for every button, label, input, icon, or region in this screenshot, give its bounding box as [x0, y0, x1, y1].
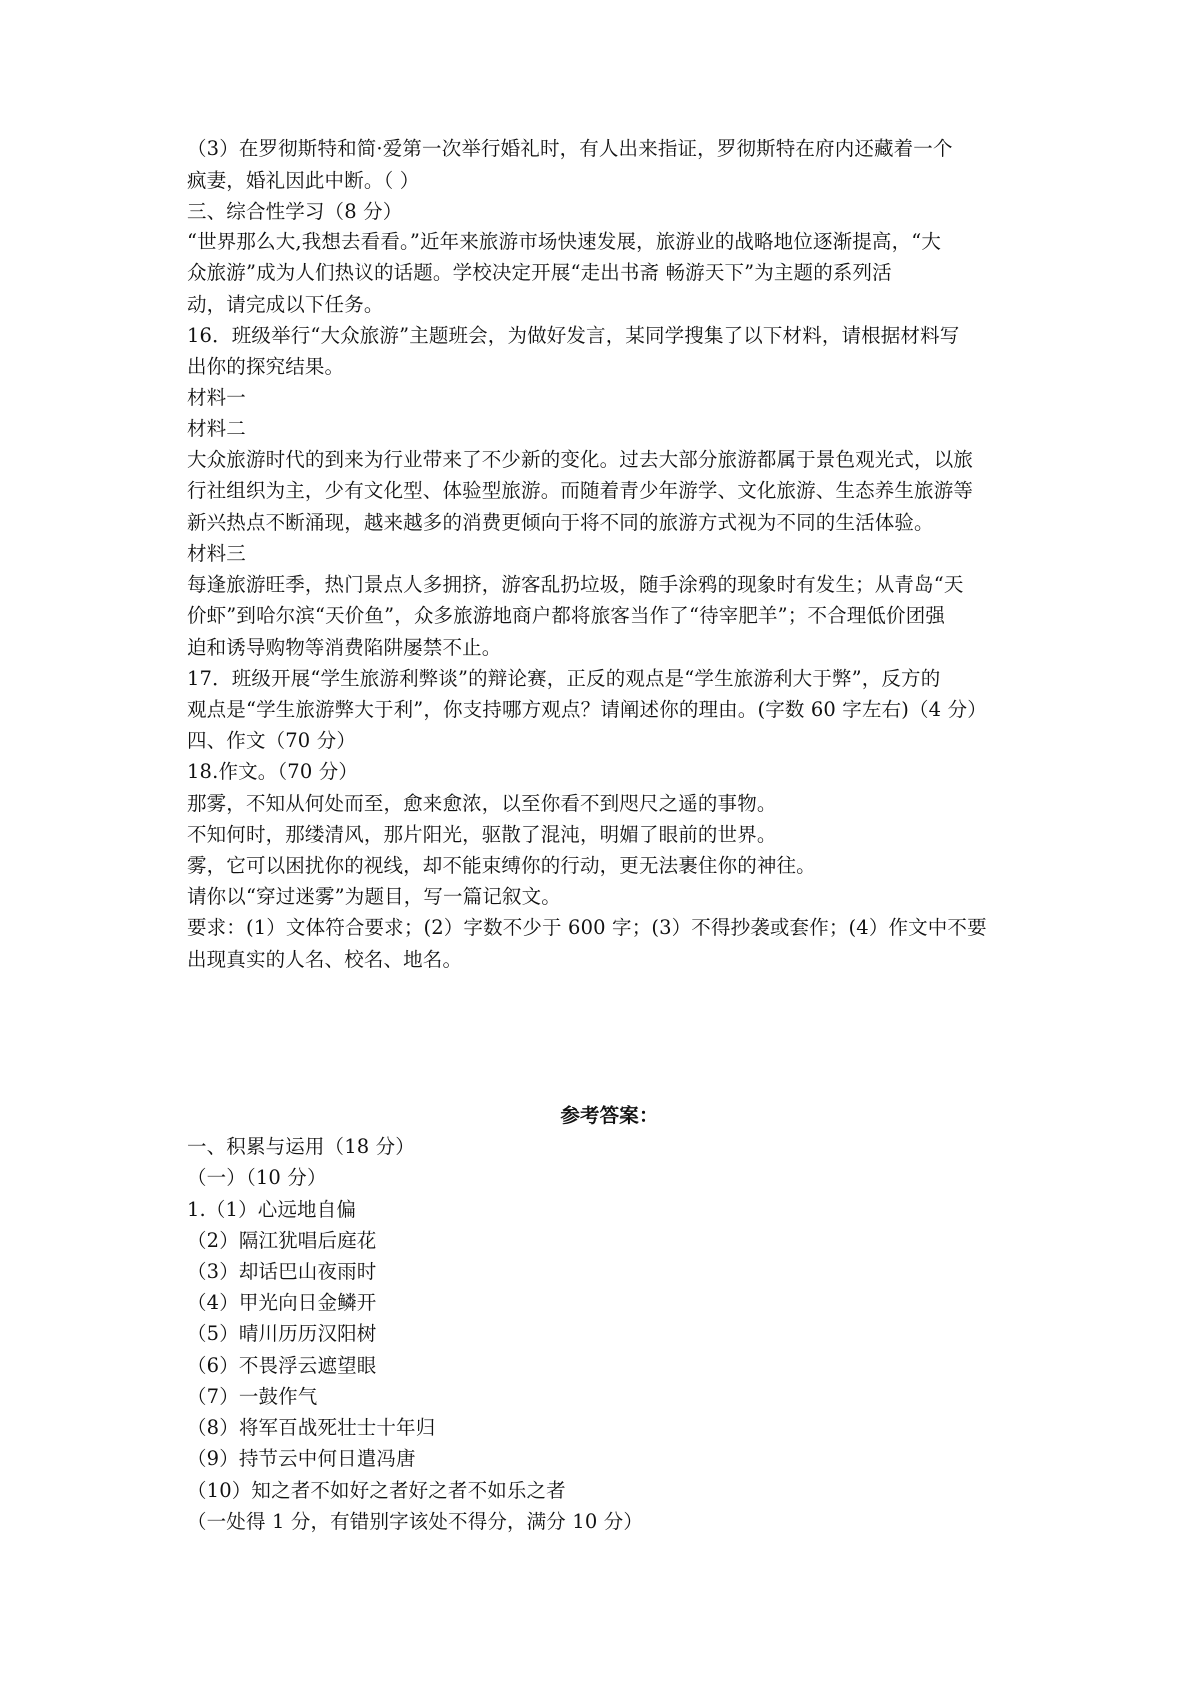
answer-item: 1.（1）心远地自偏	[187, 1198, 357, 1221]
q16-line-2: 出你的探究结果。	[187, 355, 345, 378]
document-page	[187, 0, 1032, 1698]
essay-prompt-line-2: 不知何时，那缕清风，那片阳光，驱散了混沌，明媚了眼前的世界。	[187, 823, 777, 846]
answer-item: （7）一鼓作气	[187, 1385, 318, 1408]
material3-line-1: 每逢旅游旺季，热门景点人多拥挤，游客乱扔垃圾，随手涂鸦的现象时有发生；从青岛“天	[187, 573, 964, 596]
intro-line-2: 众旅游”成为人们热议的话题。学校决定开展“走出书斋 畅游天下”为主题的系列活	[187, 261, 892, 284]
intro-line-1: “世界那么大,我想去看看。”近年来旅游市场快速发展，旅游业的战略地位逐渐提高，“大	[187, 230, 942, 253]
scoring-note: （一处得 1 分，有错别字该处不得分，满分 10 分）	[187, 1510, 644, 1533]
part4-heading: 四、作文（70 分）	[187, 729, 357, 752]
material2-line-2: 行社组织为主，少有文化型、体验型旅游。而随着青少年游学、文化旅游、生态养生旅游等	[187, 479, 974, 502]
answer-part1-heading: 一、积累与运用（18 分）	[187, 1135, 415, 1158]
q17-line-1: 17．班级开展“学生旅游利弊谈”的辩论赛，正反的观点是“学生旅游利大于弊”，反方的	[187, 667, 941, 690]
answer-key-title: 参考答案：	[560, 1104, 659, 1127]
answer-sub1-heading: （一）（10 分）	[187, 1166, 327, 1189]
material2-label: 材料二	[187, 417, 246, 440]
q17-line-2: 观点是“学生旅游弊大于利”，你支持哪方观点？请阐述你的理由。(字数 60 字左右)（4 分）	[187, 698, 987, 721]
material3-line-3: 迫和诱导购物等消费陷阱屡禁不止。	[187, 636, 502, 659]
answer-item: （10）知之者不如好之者好之者不如乐之者	[187, 1479, 566, 1502]
answer-item: （2）隔江犹唱后庭花	[187, 1229, 377, 1252]
intro-line-3: 动，请完成以下任务。	[187, 293, 384, 316]
q16-line-1: 16．班级举行“大众旅游”主题班会，为做好发言，某同学搜集了以下材料，请根据材料写	[187, 324, 960, 347]
q15-3-line-1: （3）在罗彻斯特和简·爱第一次举行婚礼时，有人出来指证，罗彻斯特在府内还藏着一个	[187, 137, 953, 160]
essay-prompt-line-1: 那雾，不知从何处而至，愈来愈浓，以至你看不到咫尺之遥的事物。	[187, 792, 777, 815]
essay-prompt-line-4: 请你以“穿过迷雾”为题目，写一篇记叙文。	[187, 885, 561, 908]
answer-item: （8）将军百战死壮士十年归	[187, 1416, 436, 1439]
part3-heading: 三、综合性学习（8 分）	[187, 200, 403, 223]
essay-prompt-line-3: 雾，它可以困扰你的视线，却不能束缚你的行动，更无法裹住你的神往。	[187, 854, 816, 877]
material3-label: 材料三	[187, 542, 246, 565]
material2-line-3: 新兴热点不断涌现，越来越多的消费更倾向于将不同的旅游方式视为不同的生活体验。	[187, 511, 934, 534]
answer-item: （5）晴川历历汉阳树	[187, 1322, 377, 1345]
requirements-line-1: 要求：(1）文体符合要求；(2）字数不少于 600 字；(3）不得抄袭或套作；(4）作文中不要	[187, 916, 987, 939]
q15-3-line-2: 疯妻，婚礼因此中断。（ ）	[187, 169, 420, 192]
requirements-line-2: 出现真实的人名、校名、地名。	[187, 948, 463, 971]
material2-line-1: 大众旅游时代的到来为行业带来了不少新的变化。过去大部分旅游都属于景色观光式，以旅	[187, 448, 974, 471]
material3-line-2: 价虾”到哈尔滨“天价鱼”，众多旅游地商户都将旅客当作了“待宰肥羊”；不合理低价团强	[187, 604, 945, 627]
material1-label: 材料一	[187, 386, 246, 409]
answer-item: （6）不畏浮云遮望眼	[187, 1354, 377, 1377]
answer-item: （3）却话巴山夜雨时	[187, 1260, 377, 1283]
answer-item: （9）持节云中何日遣冯唐	[187, 1447, 416, 1470]
q18-heading: 18.作文。（70 分）	[187, 760, 359, 783]
answer-item: （4）甲光向日金鳞开	[187, 1291, 377, 1314]
